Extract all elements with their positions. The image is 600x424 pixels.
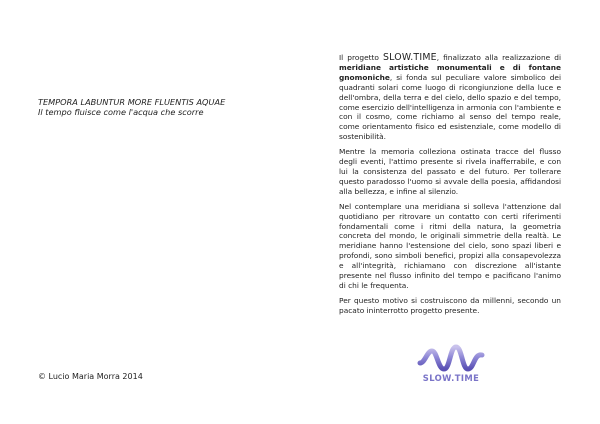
intro-brand-name: SLOW.TIME	[383, 52, 437, 63]
logo-text: SLOW.TIME	[422, 373, 480, 383]
intro-lead: Il progetto	[339, 53, 384, 62]
paragraph-contemplation: Nel contemplare una meridiana si solleva l'attenzione dal quotidiano per ritrovare un contatto con certi riferimenti fondamentali come i ritmi della natura, la geometria concreta del mondo, le originali simmetrie della realtà. Le meridiane hanno l'estensione del cielo, sono spazi liberi e profondi, sono simboli benefici, propizi alla consapevolezza e all'integrità, richiamano con discrezione all'istante presente nel flusso infinito del tempo e pacificano l'animo di chi le frequenta.	[339, 201, 561, 290]
motto-block	[38, 97, 298, 117]
copyright-notice: © Lucio Maria Morra 2014	[38, 372, 143, 381]
motto-italian: Il tempo fluisce come l'acqua che scorre	[38, 107, 204, 117]
paragraph-memory: Mentre la memoria colleziona ostinata tracce del flusso degli eventi, l'attimo presente si rivela inafferrabile, e con lui la consistenza del passato e del futuro. Per tollerare questo paradosso l'uomo si avvale della poesia, affidandosi alla bellezza, e infine al silenzio.	[339, 147, 561, 196]
description-column	[339, 53, 561, 321]
paragraph-conclusion: Per questo motivo si costruiscono da millenni, secondo un pacato ininterrotto progetto presente.	[339, 295, 561, 315]
intro-rest: , si fonda sul peculiare valore simbolico dei quadranti solari come luogo di ricongiunzione della luce e dell'ombra, della terra e del cielo, dello spazio e del tempo, come esercizio dell'intelligenza in armonia con l'ambiente e con il cosmo, come richiamo al senso del tempo reale, come orientamento fisico ed esistenziale, come modello di sostenibilità.	[339, 72, 561, 142]
slowtime-logo	[416, 343, 486, 387]
intro-after-brand: , finalizzato alla realizzazione di	[436, 53, 561, 62]
wave-logo-icon	[416, 343, 486, 373]
motto-latin: TEMPORA LABUNTUR MORE FLUENTIS AQUAE	[38, 97, 226, 107]
intro-paragraph	[339, 53, 561, 142]
intro-bold-phrase: meridiane artistiche monumentali e di fontane gnomoniche	[339, 62, 561, 82]
